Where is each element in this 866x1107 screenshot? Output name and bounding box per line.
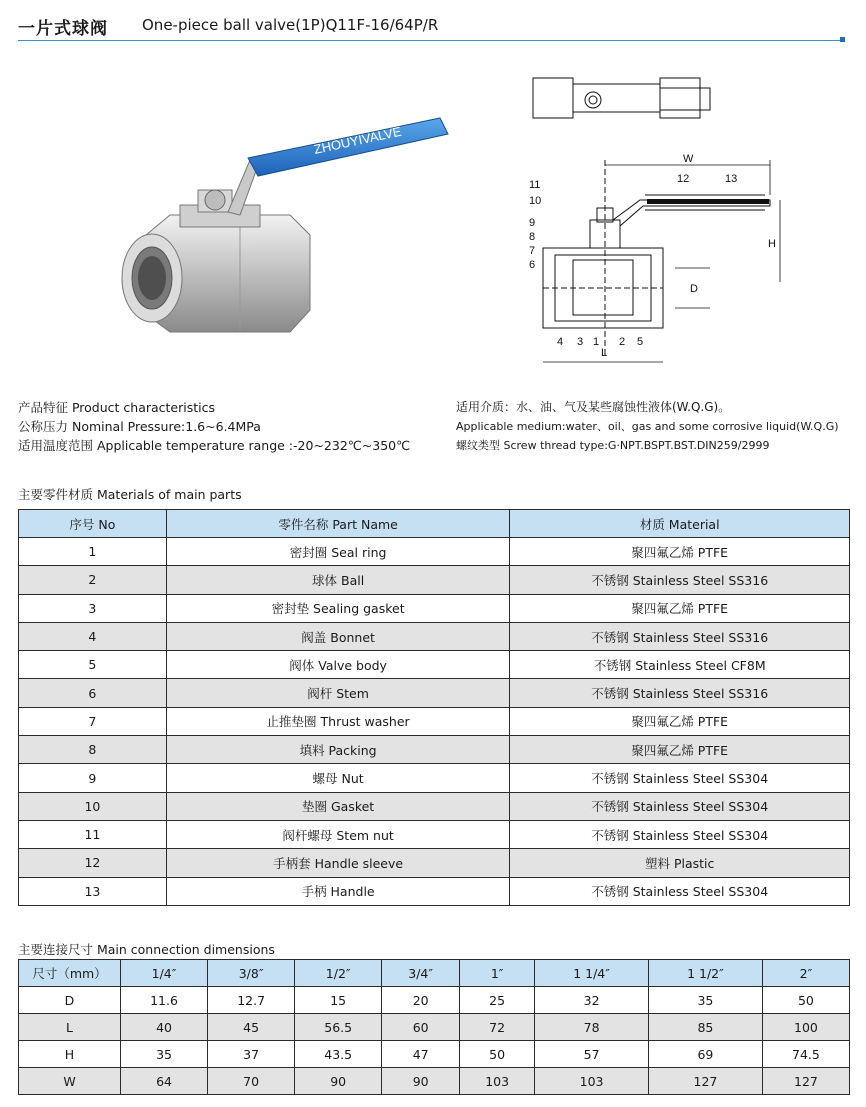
dim-value: 50 xyxy=(762,987,849,1014)
table-row xyxy=(19,1068,850,1095)
callout-10: 10 xyxy=(529,195,542,207)
part-name: 手柄套 Handle sleeve xyxy=(166,849,510,877)
part-no: 2 xyxy=(19,566,167,594)
part-material: 不锈钢 Stainless Steel SS316 xyxy=(510,622,850,650)
part-no: 9 xyxy=(19,764,167,792)
applicable-medium xyxy=(456,398,839,455)
part-name: 阀体 Valve body xyxy=(166,651,510,679)
part-material: 不锈钢 Stainless Steel SS316 xyxy=(510,679,850,707)
part-no: 4 xyxy=(19,622,167,650)
nominal-pressure: 公称压力 Nominal Pressure:1.6~6.4MPa xyxy=(18,419,261,434)
part-name: 垫圈 Gasket xyxy=(166,792,510,820)
medium-cn: 适用介质：水、油、气及某些腐蚀性液体(W.Q.G)。 xyxy=(456,400,731,414)
part-material: 塑料 Plastic xyxy=(510,849,850,877)
title-en: One-piece ball valve(1P)Q11F-16/64P/R xyxy=(142,16,439,34)
callout-5: 5 xyxy=(637,336,644,348)
col-size-value: 1 1/2″ xyxy=(649,960,763,987)
col-part-name: 零件名称 Part Name xyxy=(166,510,510,538)
callout-4: 4 xyxy=(557,336,564,348)
part-material: 聚四氟乙烯 PTFE xyxy=(510,594,850,622)
dim-key: D xyxy=(19,987,121,1014)
table-row xyxy=(19,877,850,905)
dim-value: 70 xyxy=(208,1068,295,1095)
part-no: 12 xyxy=(19,849,167,877)
part-no: 13 xyxy=(19,877,167,905)
callout-7: 7 xyxy=(529,245,536,257)
handle-brand-text: ZHOUYIVALVE xyxy=(312,123,403,157)
col-size-value: 3/4″ xyxy=(382,960,460,987)
dim-value: 127 xyxy=(649,1068,763,1095)
part-material: 聚四氟乙烯 PTFE xyxy=(510,736,850,764)
dim-value: 57 xyxy=(535,1041,649,1068)
table-row xyxy=(19,792,850,820)
table-row xyxy=(19,566,850,594)
dim-value: 35 xyxy=(121,1041,208,1068)
part-no: 5 xyxy=(19,651,167,679)
dim-value: 35 xyxy=(649,987,763,1014)
part-material: 不锈钢 Stainless Steel SS304 xyxy=(510,764,850,792)
dim-value: 69 xyxy=(649,1041,763,1068)
part-no: 10 xyxy=(19,792,167,820)
part-name: 阀盖 Bonnet xyxy=(166,622,510,650)
table-row xyxy=(19,707,850,735)
dim-value: 50 xyxy=(460,1041,535,1068)
table-row xyxy=(19,594,850,622)
callout-1: 1 xyxy=(593,336,600,348)
part-no: 3 xyxy=(19,594,167,622)
medium-en: Applicable medium:water、oil、gas and some corrosive liquid(W.Q.G) xyxy=(456,420,839,433)
dim-value: 74.5 xyxy=(762,1041,849,1068)
part-material: 不锈钢 Stainless Steel SS304 xyxy=(510,877,850,905)
dim-value: 40 xyxy=(121,1014,208,1041)
part-no: 7 xyxy=(19,707,167,735)
part-material: 不锈钢 Stainless Steel SS304 xyxy=(510,792,850,820)
part-material: 不锈钢 Stainless Steel CF8M xyxy=(510,651,850,679)
page-header xyxy=(18,12,848,42)
table-row xyxy=(19,820,850,848)
part-name: 密封圈 Seal ring xyxy=(166,538,510,566)
table-row xyxy=(19,1014,850,1041)
dim-value: 32 xyxy=(535,987,649,1014)
dim-value: 15 xyxy=(295,987,382,1014)
table-row xyxy=(19,1041,850,1068)
part-name: 密封垫 Sealing gasket xyxy=(166,594,510,622)
callout-9: 9 xyxy=(529,217,536,229)
part-no: 1 xyxy=(19,538,167,566)
col-size: 尺寸（mm） xyxy=(19,960,121,987)
dim-h-label: H xyxy=(768,238,776,250)
product-characteristics xyxy=(18,398,410,455)
dim-value: 72 xyxy=(460,1014,535,1041)
col-size-value: 1/4″ xyxy=(121,960,208,987)
header-rule xyxy=(18,40,840,41)
valve-photo xyxy=(110,100,460,350)
dims-header-row xyxy=(19,960,850,987)
callout-13: 13 xyxy=(725,173,738,185)
dim-value: 103 xyxy=(460,1068,535,1095)
table-row xyxy=(19,622,850,650)
dim-value: 127 xyxy=(762,1068,849,1095)
dims-section-title: 主要连接尺寸 Main connection dimensions xyxy=(18,942,275,957)
col-material: 材质 Material xyxy=(510,510,850,538)
callout-6: 6 xyxy=(529,259,536,271)
dim-value: 64 xyxy=(121,1068,208,1095)
dim-l-label: L xyxy=(601,347,608,359)
table-row xyxy=(19,849,850,877)
table-row xyxy=(19,538,850,566)
part-material: 不锈钢 Stainless Steel SS304 xyxy=(510,820,850,848)
col-no: 序号 No xyxy=(19,510,167,538)
parts-section-title: 主要零件材质 Materials of main parts xyxy=(18,487,242,502)
col-size-value: 1/2″ xyxy=(295,960,382,987)
dim-value: 103 xyxy=(535,1068,649,1095)
part-no: 11 xyxy=(19,820,167,848)
screw-thread: 螺纹类型 Screw thread type:G·NPT.BSPT.BST.DIN259/2999 xyxy=(456,439,770,452)
valve-drawing xyxy=(525,70,855,370)
dim-value: 90 xyxy=(295,1068,382,1095)
dim-value: 47 xyxy=(382,1041,460,1068)
dim-value: 60 xyxy=(382,1014,460,1041)
dim-value: 45 xyxy=(208,1014,295,1041)
dim-value: 37 xyxy=(208,1041,295,1068)
part-name: 阀杆螺母 Stem nut xyxy=(166,820,510,848)
part-no: 6 xyxy=(19,679,167,707)
dim-d-label: D xyxy=(690,283,698,295)
dim-value: 78 xyxy=(535,1014,649,1041)
title-cn: 一片式球阀 xyxy=(18,19,108,39)
dim-key: L xyxy=(19,1014,121,1041)
part-name: 手柄 Handle xyxy=(166,877,510,905)
part-material: 聚四氟乙烯 PTFE xyxy=(510,538,850,566)
dim-value: 90 xyxy=(382,1068,460,1095)
table-row xyxy=(19,651,850,679)
dim-value: 20 xyxy=(382,987,460,1014)
col-size-value: 2″ xyxy=(762,960,849,987)
col-size-value: 1″ xyxy=(460,960,535,987)
part-name: 螺母 Nut xyxy=(166,764,510,792)
callout-2: 2 xyxy=(619,336,626,348)
col-size-value: 1 1/4″ xyxy=(535,960,649,987)
part-no: 8 xyxy=(19,736,167,764)
dim-value: 56.5 xyxy=(295,1014,382,1041)
col-size-value: 3/8″ xyxy=(208,960,295,987)
dim-value: 100 xyxy=(762,1014,849,1041)
header-square xyxy=(840,37,845,42)
parts-table xyxy=(18,509,850,906)
part-material: 不锈钢 Stainless Steel SS316 xyxy=(510,566,850,594)
part-name: 阀杆 Stem xyxy=(166,679,510,707)
callout-11: 11 xyxy=(529,179,541,191)
part-name: 止推垫圈 Thrust washer xyxy=(166,707,510,735)
dim-value: 25 xyxy=(460,987,535,1014)
table-row xyxy=(19,764,850,792)
parts-header-row xyxy=(19,510,850,538)
dim-value: 12.7 xyxy=(208,987,295,1014)
dimensions-table xyxy=(18,959,850,1095)
characteristics-line: 产品特征 Product characteristics xyxy=(18,400,216,415)
dim-key: H xyxy=(19,1041,121,1068)
part-material: 聚四氟乙烯 PTFE xyxy=(510,707,850,735)
part-name: 填料 Packing xyxy=(166,736,510,764)
callout-12: 12 xyxy=(677,173,690,185)
dim-key: W xyxy=(19,1068,121,1095)
dim-value: 85 xyxy=(649,1014,763,1041)
part-name: 球体 Ball xyxy=(166,566,510,594)
dim-value: 43.5 xyxy=(295,1041,382,1068)
table-row xyxy=(19,736,850,764)
dim-w-label: W xyxy=(683,153,694,165)
table-row xyxy=(19,679,850,707)
table-row xyxy=(19,987,850,1014)
dim-value: 11.6 xyxy=(121,987,208,1014)
callout-8: 8 xyxy=(529,231,536,243)
temperature-range: 适用温度范围 Applicable temperature range :-20~232℃~350℃ xyxy=(18,438,411,453)
callout-3: 3 xyxy=(577,336,584,348)
